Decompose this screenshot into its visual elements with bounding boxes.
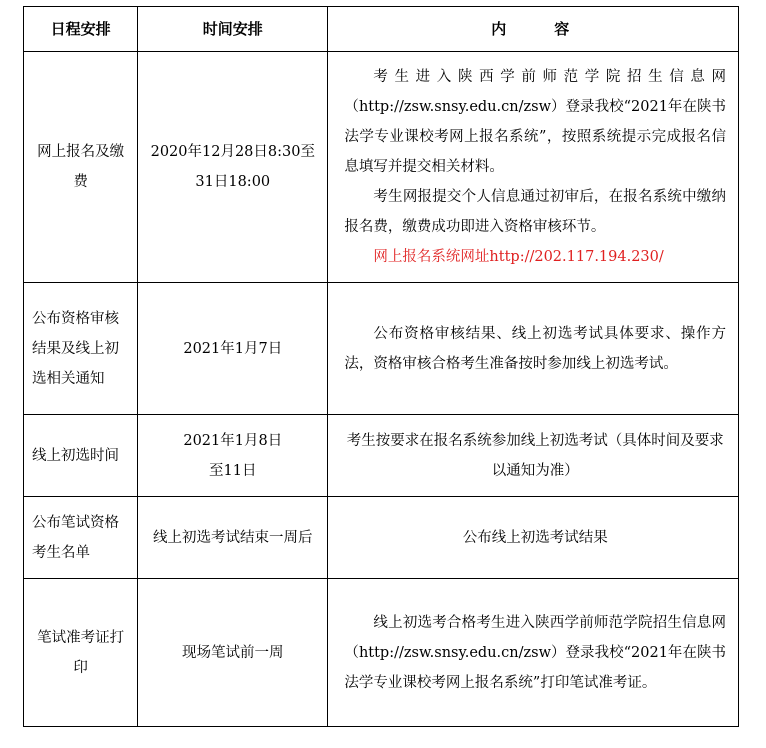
header-stage: 日程安排 <box>24 7 138 52</box>
stage-text: 网上报名及缴费 <box>37 144 125 190</box>
registration-link[interactable]: 网上报名系统网址http://202.117.194.230/ <box>373 249 664 265</box>
time-text: 2021年1月7日 <box>183 340 283 357</box>
stage-cell <box>24 579 138 727</box>
time-text: 线上初选考试结束一周后 <box>153 529 313 546</box>
content-paragraph: 公布线上初选考试结果 <box>462 529 608 546</box>
content-cell <box>328 497 739 579</box>
schedule-table <box>23 6 739 727</box>
content-cell <box>328 283 739 415</box>
content-cell <box>328 415 739 497</box>
header-time: 时间安排 <box>138 7 328 52</box>
content-cell <box>328 579 739 727</box>
stage-text: 笔试准考证打印 <box>37 629 125 676</box>
time-text: 2020年12月28日8:30至31日18:00 <box>150 144 315 190</box>
stage-cell <box>24 283 138 415</box>
time-cell <box>138 415 328 497</box>
table-row <box>24 497 739 579</box>
stage-text: 公布笔试资格考生名单 <box>32 514 119 561</box>
content-paragraph: 线上初选考合格考生进入陕西学前师范学院招生信息网（http://zsw.snsy.edu.cn/zsw）登录我校“2021年在陕书法学专业课校考网上报名系统”打印笔试准考证。 <box>344 614 726 691</box>
stage-text: 公布资格审核结果及线上初选相关通知 <box>32 310 119 387</box>
table-row <box>24 415 739 497</box>
time-cell <box>138 283 328 415</box>
content-paragraph: 公布资格审核结果、线上初选考试具体要求、操作方法，资格审核合格考生准备按时参加线上初选考试。 <box>344 325 726 372</box>
time-cell <box>138 52 328 283</box>
time-cell <box>138 579 328 727</box>
content-cell <box>328 52 739 283</box>
time-text: 现场笔试前一周 <box>182 644 284 661</box>
content-paragraph: 考生网报提交个人信息通过初审后，在报名系统中缴纳报名费，缴费成功即进入资格审核环节。 <box>344 189 726 235</box>
table-row <box>24 579 739 727</box>
time-text: 2021年1月8日至11日 <box>183 432 283 479</box>
content-paragraph: 考生按要求在报名系统参加线上初选考试（具体时间及要求以通知为准） <box>346 432 724 479</box>
content-paragraph: 考生进入陕西学前师范学院招生信息网（http://zsw.snsy.edu.cn/zsw）登录我校“2021年在陕书法学专业课校考网上报名系统”，按照系统提示完成报名信息填写并提交相关材料。 <box>344 69 726 175</box>
header-content: 内 容 <box>328 7 739 52</box>
stage-cell <box>24 497 138 579</box>
stage-cell <box>24 52 138 283</box>
header-row <box>24 7 739 52</box>
time-cell <box>138 497 328 579</box>
stage-cell <box>24 415 138 497</box>
stage-text: 线上初选时间 <box>32 447 119 464</box>
table-row <box>24 283 739 415</box>
table-row <box>24 52 739 283</box>
